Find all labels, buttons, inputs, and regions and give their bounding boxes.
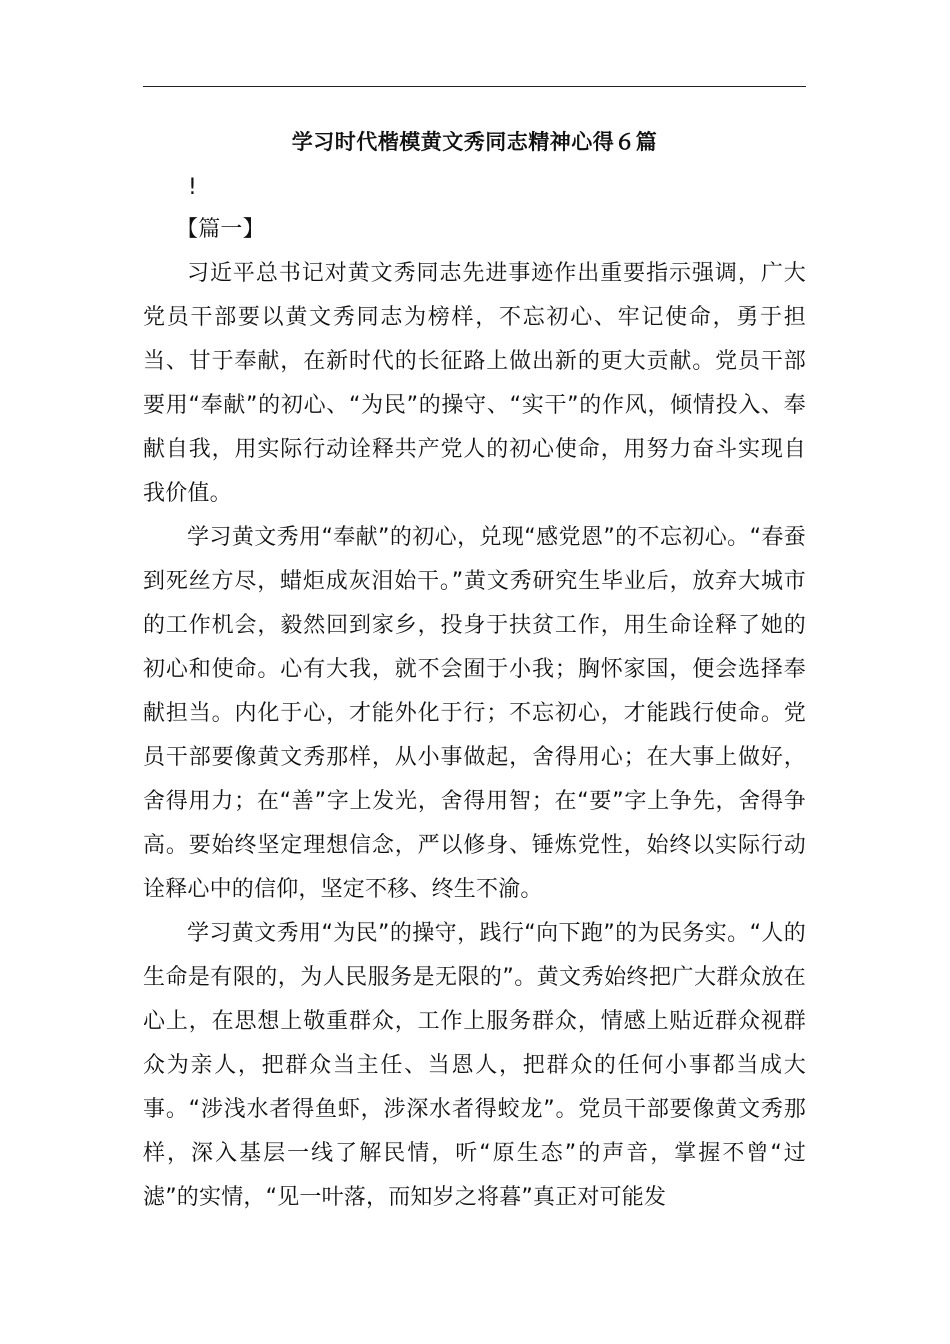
section-heading: 【篇一】 <box>176 217 265 242</box>
document-body <box>143 208 806 1220</box>
stray-mark: ! <box>188 175 197 200</box>
header-rule <box>143 86 806 87</box>
paragraph: 习近平总书记对黄文秀同志先进事迹作出重要指示强调，广大党员干部要以黄文秀同志为榜样，不忘初心、牢记使命，勇于担当、甘于奉献，在新时代的长征路上做出新的更大贡献。党员干部要用“奉献”的初心、“为民”的操守、“实干”的作风，倾情投入、奉献自我，用实际行动诠释共产党人的初心使命，用努力奋斗实现自我价值。 <box>143 261 806 506</box>
paragraph: 学习黄文秀用“奉献”的初心，兑现“感党恩”的不忘初心。“春蚕到死丝方尽，蜡炬成灰泪始干。”黄文秀研究生毕业后，放弃大城市的工作机会，毅然回到家乡，投身于扶贫工作，用生命诠释了她的初心和使命。心有大我，就不会囿于小我；胸怀家国，便会选择奉献担当。内化于心，才能外化于行；不忘初心，才能践行使命。党员干部要像黄文秀那样，从小事做起，舍得用心；在大事上做好，舍得用力；在“善”字上发光，舍得用智；在“要”字上争先，舍得争高。要始终坚定理想信念，严以修身、锤炼党性，始终以实际行动诠释心中的信仰，坚定不移、终生不渝。 <box>143 525 806 902</box>
paragraph: 学习黄文秀用“为民”的操守，践行“向下跑”的为民务实。“人的生命是有限的，为人民服务是无限的”。黄文秀始终把广大群众放在心上，在思想上敬重群众，工作上服务群众，情感上贴近群众视群众为亲人，把群众当主任、当恩人，把群众的任何小事都当成大事。“涉浅水者得鱼虾，涉深水者得蛟龙”。党员干部要像黄文秀那样，深入基层一线了解民情，听“原生态”的声音，掌握不曾“过滤”的实情，“见一叶落，而知岁之将暮”真正对可能发 <box>143 921 806 1210</box>
document-title: 学习时代楷模黄文秀同志精神心得６篇 <box>291 130 658 154</box>
